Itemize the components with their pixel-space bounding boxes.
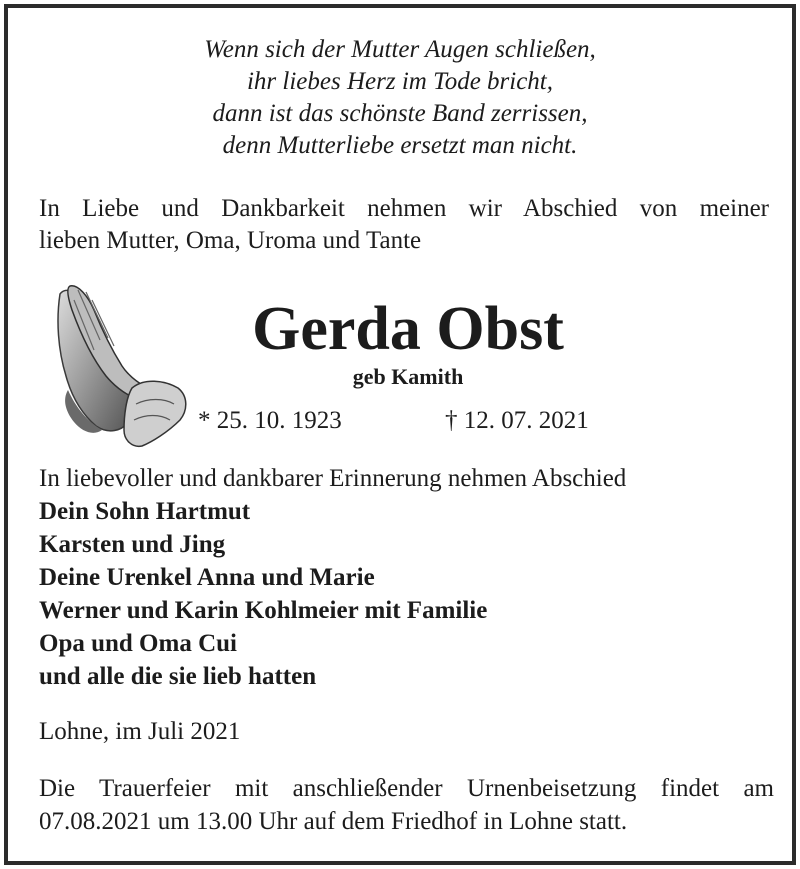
mourner-name: Werner und Karin Kohlmeier mit Familie	[39, 597, 488, 624]
intro-line: In Liebe und Dankbarkeit nehmen wir Abschied von meiner	[39, 195, 769, 222]
ceremony-line: 07.08.2021 um 13.00 Uhr auf dem Friedhof in Lohne statt.	[39, 808, 628, 835]
poem-line: Wenn sich der Mutter Augen schließen,	[204, 36, 596, 63]
poem	[8, 34, 792, 162]
mourner-name: und alle die sie lieb hatten	[39, 663, 317, 690]
poem-line: dann ist das schönste Band zerrissen,	[212, 100, 588, 127]
obituary-notice	[4, 4, 796, 865]
birth-name: geb Kamith	[352, 364, 464, 389]
mourner-name: Deine Urenkel Anna und Marie	[39, 564, 375, 591]
deceased-name: Gerda Obst	[252, 295, 564, 363]
praying-hands-icon	[48, 280, 190, 450]
mourner-name: Opa und Oma Cui	[39, 630, 237, 657]
mourner-name: Dein Sohn Hartmut	[39, 498, 251, 525]
mourners	[39, 462, 626, 693]
intro-line: lieben Mutter, Oma, Uroma und Tante	[39, 227, 422, 254]
mourner-name: Karsten und Jing	[39, 531, 226, 558]
intro-text	[39, 193, 769, 257]
poem-line: ihr liebes Herz im Tode bricht,	[246, 68, 554, 95]
poem-line: denn Mutterliebe ersetzt man nicht.	[222, 132, 578, 159]
death-date: † 12. 07. 2021	[445, 407, 589, 434]
place-date: Lohne, im Juli 2021	[39, 718, 241, 745]
mourners-intro: In liebevoller und dankbarer Erinnerung nehmen Abschied	[39, 465, 627, 492]
ceremony-info	[39, 772, 774, 838]
birth-date: * 25. 10. 1923	[198, 407, 342, 434]
ceremony-line: Die Trauerfeier mit anschließender Urnenbeisetzung findet am	[39, 775, 774, 802]
